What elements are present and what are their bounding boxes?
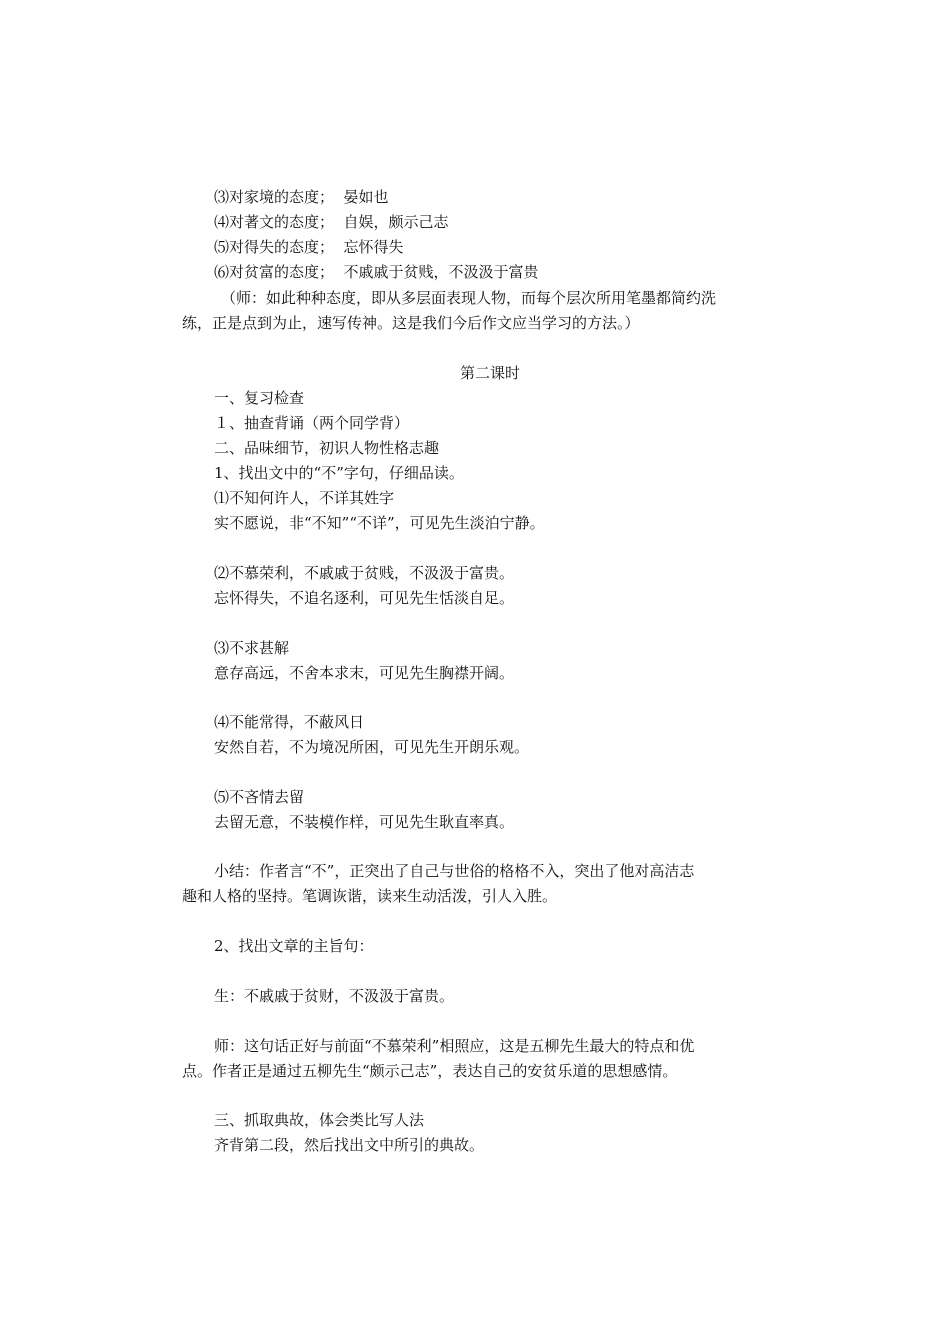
quote-2: ⑵不慕荣利，不戚戚于贫贱，不汲汲于富贵。 (214, 564, 515, 582)
summary-line-1: 小结：作者言“不”，正突出了自己与世俗的格格不入，突出了他对高洁志 (214, 862, 695, 880)
part-2-heading: 二、品味细节，初识人物性格志趣 (214, 439, 440, 457)
section-heading: 第二课时 (459, 364, 520, 382)
task-1: 1、找出文中的“不”字句，仔细品读。 (214, 464, 464, 482)
teacher-note-line-2: 练，正是点到为止，速写传神。这是我们今后作文应当学习的方法。） (182, 314, 640, 332)
quote-1: ⑴不知何许人，不详其姓字 (214, 489, 395, 507)
teacher-note-line-1: （师：如此种种态度，即从多层面表现人物，而每个层次所用笔墨都简约洗 (221, 289, 717, 307)
analysis-5: 去留无意，不装模作样，可见先生耿直率真。 (214, 813, 515, 831)
attitude-item-4: ⑷对著文的态度； 自娱，颇示己志 (214, 213, 449, 231)
quote-4: ⑷不能常得，不蔽风日 (214, 713, 365, 731)
attitude-item-3: ⑶对家境的态度； 晏如也 (214, 188, 389, 206)
analysis-1: 实不愿说，非“不知”“不详”，可见先生淡泊宁静。 (214, 514, 545, 532)
part-1-heading: 一、复习检查 (214, 389, 305, 407)
student-answer: 生：不戚戚于贫财，不汲汲于富贵。 (214, 987, 455, 1005)
quote-5: ⑸不吝情去留 (214, 788, 305, 806)
teacher-comment-line-1: 师：这句话正好与前面“不慕荣利”相照应，这是五柳先生最大的特点和优 (214, 1037, 695, 1055)
attitude-item-5: ⑸对得失的态度； 忘怀得失 (214, 238, 404, 256)
summary-line-2: 趣和人格的坚持。笔调诙谐，读来生动活泼，引人入胜。 (182, 887, 558, 905)
teacher-comment-line-2: 点。作者正是通过五柳先生“颇示己志”，表达自己的安贫乐道的思想感情。 (182, 1062, 678, 1080)
task-2: 2、找出文章的主旨句： (214, 937, 374, 955)
part-3-heading: 三、抓取典故，体会类比写人法 (214, 1111, 425, 1129)
part-3-instruction: 齐背第二段，然后找出文中所引的典故。 (214, 1136, 485, 1154)
attitude-item-6: ⑹对贫富的态度； 不戚戚于贫贱，不汲汲于富贵 (214, 263, 539, 281)
analysis-2: 忘怀得失，不追名逐利，可见先生恬淡自足。 (214, 589, 515, 607)
part-1-item-1: １、抽查背诵（两个同学背） (214, 414, 410, 432)
analysis-4: 安然自若，不为境况所困，可见先生开朗乐观。 (214, 738, 530, 756)
analysis-3: 意存高远，不舍本求末，可见先生胸襟开阔。 (214, 664, 515, 682)
quote-3: ⑶不求甚解 (214, 639, 290, 657)
